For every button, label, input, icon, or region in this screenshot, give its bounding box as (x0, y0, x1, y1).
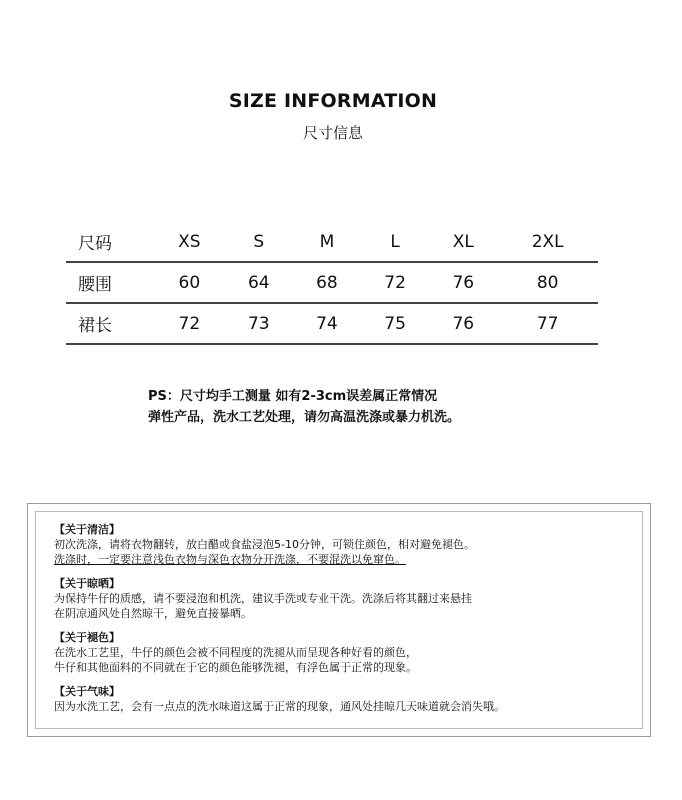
table-cell: 77 (497, 303, 598, 344)
section-line: 牛仔和其他面料的不同就在于它的颜色能够洗褪，有浮色属于正常的现象。 (54, 661, 417, 674)
table-cell: 75 (361, 303, 429, 344)
row-label: 腰围 (66, 262, 154, 303)
section-heading: 【关于气味】 (54, 685, 120, 698)
table-cell: 72 (154, 303, 225, 344)
care-section-cleaning (54, 522, 642, 567)
section-heading: 【关于褪色】 (54, 631, 120, 644)
section-line: 初次洗涤，请将衣物翻转，放白醋或食盐浸泡5-10分钟，可锁住颜色，相对避免褪色。 (54, 538, 475, 551)
care-section-fading (54, 630, 642, 675)
column-header: M (293, 222, 361, 262)
size-table (66, 222, 598, 345)
table-cell: 73 (225, 303, 293, 344)
table-row (66, 262, 598, 303)
measurement-note (148, 386, 460, 428)
table-cell: 74 (293, 303, 361, 344)
section-line: 在洗水工艺里，牛仔的颜色会被不同程度的洗褪从而呈现各种好看的颜色， (54, 646, 417, 659)
care-section-odor (54, 684, 642, 714)
table-header-row (66, 222, 598, 262)
page-subtitle: 尺寸信息 (302, 124, 363, 142)
table-cell: 60 (154, 262, 225, 303)
section-line: 洗涤时，一定要注意浅色衣物与深色衣物分开洗涤，不要混洗以免窜色。 (54, 553, 406, 566)
table-cell: 64 (225, 262, 293, 303)
table-cell: 80 (497, 262, 598, 303)
column-header: L (361, 222, 429, 262)
care-instructions (35, 511, 643, 729)
column-header: XS (154, 222, 225, 262)
table-row (66, 303, 598, 344)
page-title: SIZE INFORMATION (228, 90, 438, 112)
section-heading: 【关于晾晒】 (54, 577, 120, 590)
care-section-drying (54, 576, 642, 621)
table-cell: 76 (429, 262, 497, 303)
column-header: 2XL (497, 222, 598, 262)
section-line: 在阴凉通风处自然晾干，避免直接暴晒。 (54, 607, 252, 620)
column-header: XL (429, 222, 497, 262)
row-label: 裙长 (66, 303, 154, 344)
section-heading: 【关于清洁】 (54, 523, 120, 536)
table-cell: 68 (293, 262, 361, 303)
section-line: 为保持牛仔的质感，请不要浸泡和机洗，建议手洗或专业干洗。洗涤后将其翻过来悬挂 (54, 592, 472, 605)
table-cell: 76 (429, 303, 497, 344)
note-line: 弹性产品，洗水工艺处理，请勿高温洗涤或暴力机洗。 (148, 410, 461, 425)
section-line: 因为水洗工艺，会有一点点的洗水味道这属于正常的现象，通风处挂晾几天味道就会消失哦。 (54, 700, 505, 713)
note-line: PS：尺寸均手工测量 如有2-3cm误差属正常情况 (148, 389, 438, 404)
column-header: 尺码 (66, 222, 154, 262)
column-header: S (225, 222, 293, 262)
table-cell: 72 (361, 262, 429, 303)
